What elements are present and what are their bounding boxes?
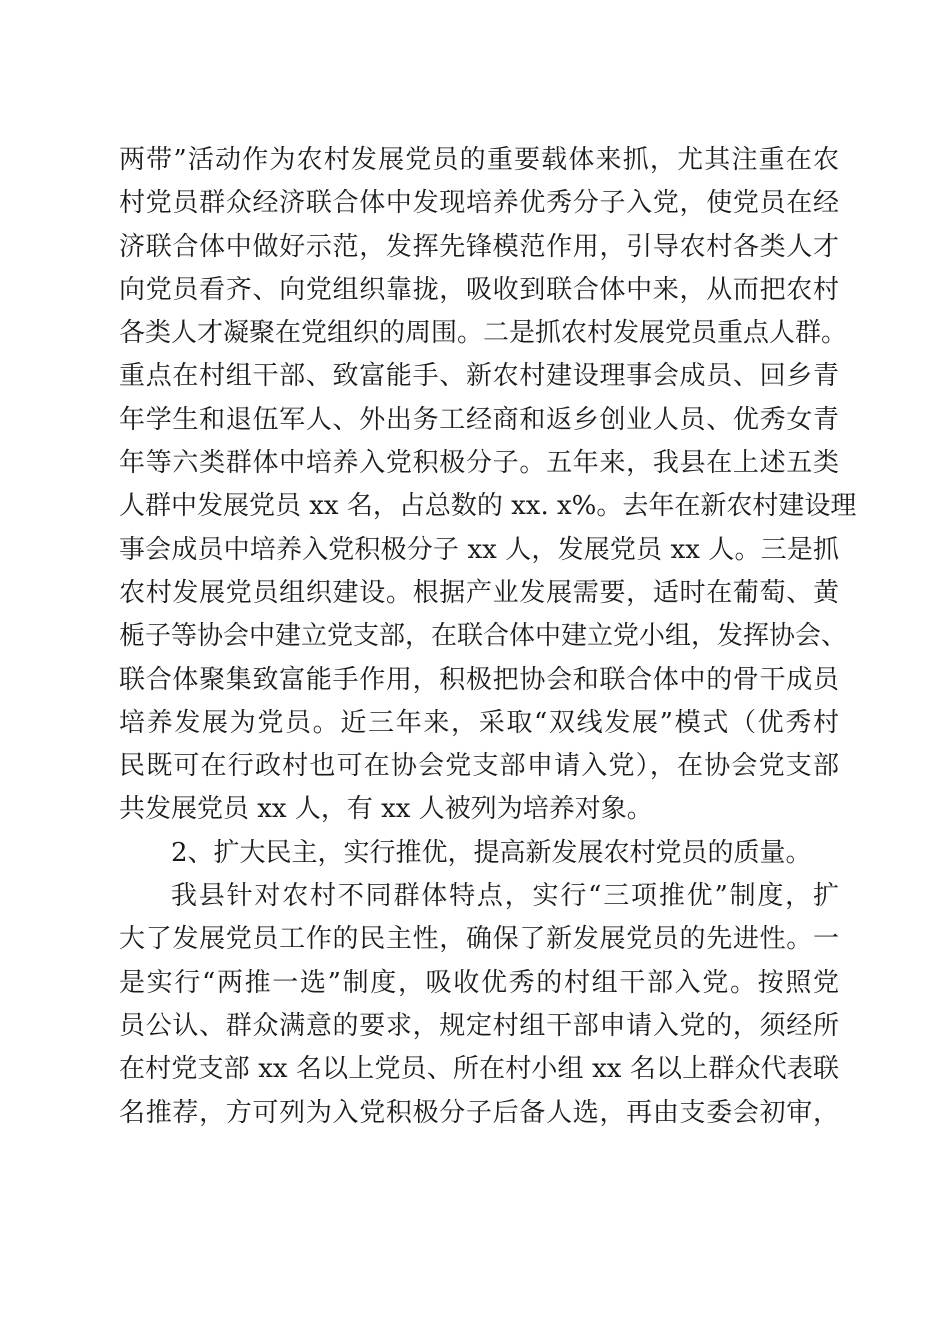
text-line: 各类人才凝聚在党组织的周围。二是抓农村发展党员重点人群。 bbox=[119, 318, 848, 349]
text-line: 向党员看齐、向党组织靠拢，吸收到联合体中来，从而把农村 bbox=[119, 274, 839, 305]
text-line: 重点在村组干部、致富能手、新农村建设理事会成员、回乡青 bbox=[119, 361, 839, 392]
text-line: 年等六类群体中培养入党积极分子。五年来，我县在上述五类 bbox=[119, 448, 839, 479]
text-line: 员公认、群众满意的要求，规定村组干部申请入党的，须经所 bbox=[119, 1010, 839, 1041]
text-line: 农村发展党员组织建设。根据产业发展需要，适时在葡萄、黄 bbox=[119, 577, 839, 608]
text-line: 是实行“两推一选”制度，吸收优秀的村组干部入党。按照党 bbox=[119, 967, 839, 998]
text-line: 济联合体中做好示范，发挥先锋模范作用，引导农村各类人才 bbox=[119, 231, 839, 262]
text-line: 两带”活动作为农村发展党员的重要载体来抓，尤其注重在农 bbox=[119, 145, 839, 175]
text-line: 在村党支部 xx 名以上党员、所在村小组 xx 名以上群众代表联 bbox=[119, 1054, 839, 1085]
text-line: 联合体聚集致富能手作用，积极把协会和联合体中的骨干成员 bbox=[119, 664, 839, 695]
text-line: 共发展党员 xx 人，有 xx 人被列为培养对象。 bbox=[119, 794, 653, 825]
section-heading: 2、扩大民主，实行推优，提高新发展农村党员的质量。 bbox=[171, 837, 812, 868]
text-line: 人群中发展党员 xx 名，占总数的 xx. x%。去年在新农村建设理 bbox=[119, 491, 857, 522]
text-line: 民既可在行政村也可在协会党支部申请入党），在协会党支部 bbox=[119, 751, 839, 782]
body-text bbox=[119, 139, 857, 1135]
text-line: 培养发展为党员。近三年来，采取“双线发展”模式（优秀村 bbox=[119, 707, 839, 738]
text-line: 大了发展党员工作的民主性，确保了新发展党员的先进性。一 bbox=[119, 924, 839, 955]
text-line: 我县针对农村不同群体特点，实行“三项推优”制度，扩 bbox=[171, 881, 839, 912]
text-line: 事会成员中培养入党积极分子 xx 人，发展党员 xx 人。三是抓 bbox=[119, 534, 839, 565]
text-line: 名推荐，方可列为入党积极分子后备人选，再由支委会初审， bbox=[119, 1097, 839, 1128]
text-line: 栀子等协会中建立党支部，在联合体中建立党小组，发挥协会、 bbox=[119, 621, 848, 652]
text-line: 村党员群众经济联合体中发现培养优秀分子入党，使党员在经 bbox=[119, 188, 839, 219]
text-line: 年学生和退伍军人、外出务工经商和返乡创业人员、优秀女青 bbox=[119, 404, 839, 435]
